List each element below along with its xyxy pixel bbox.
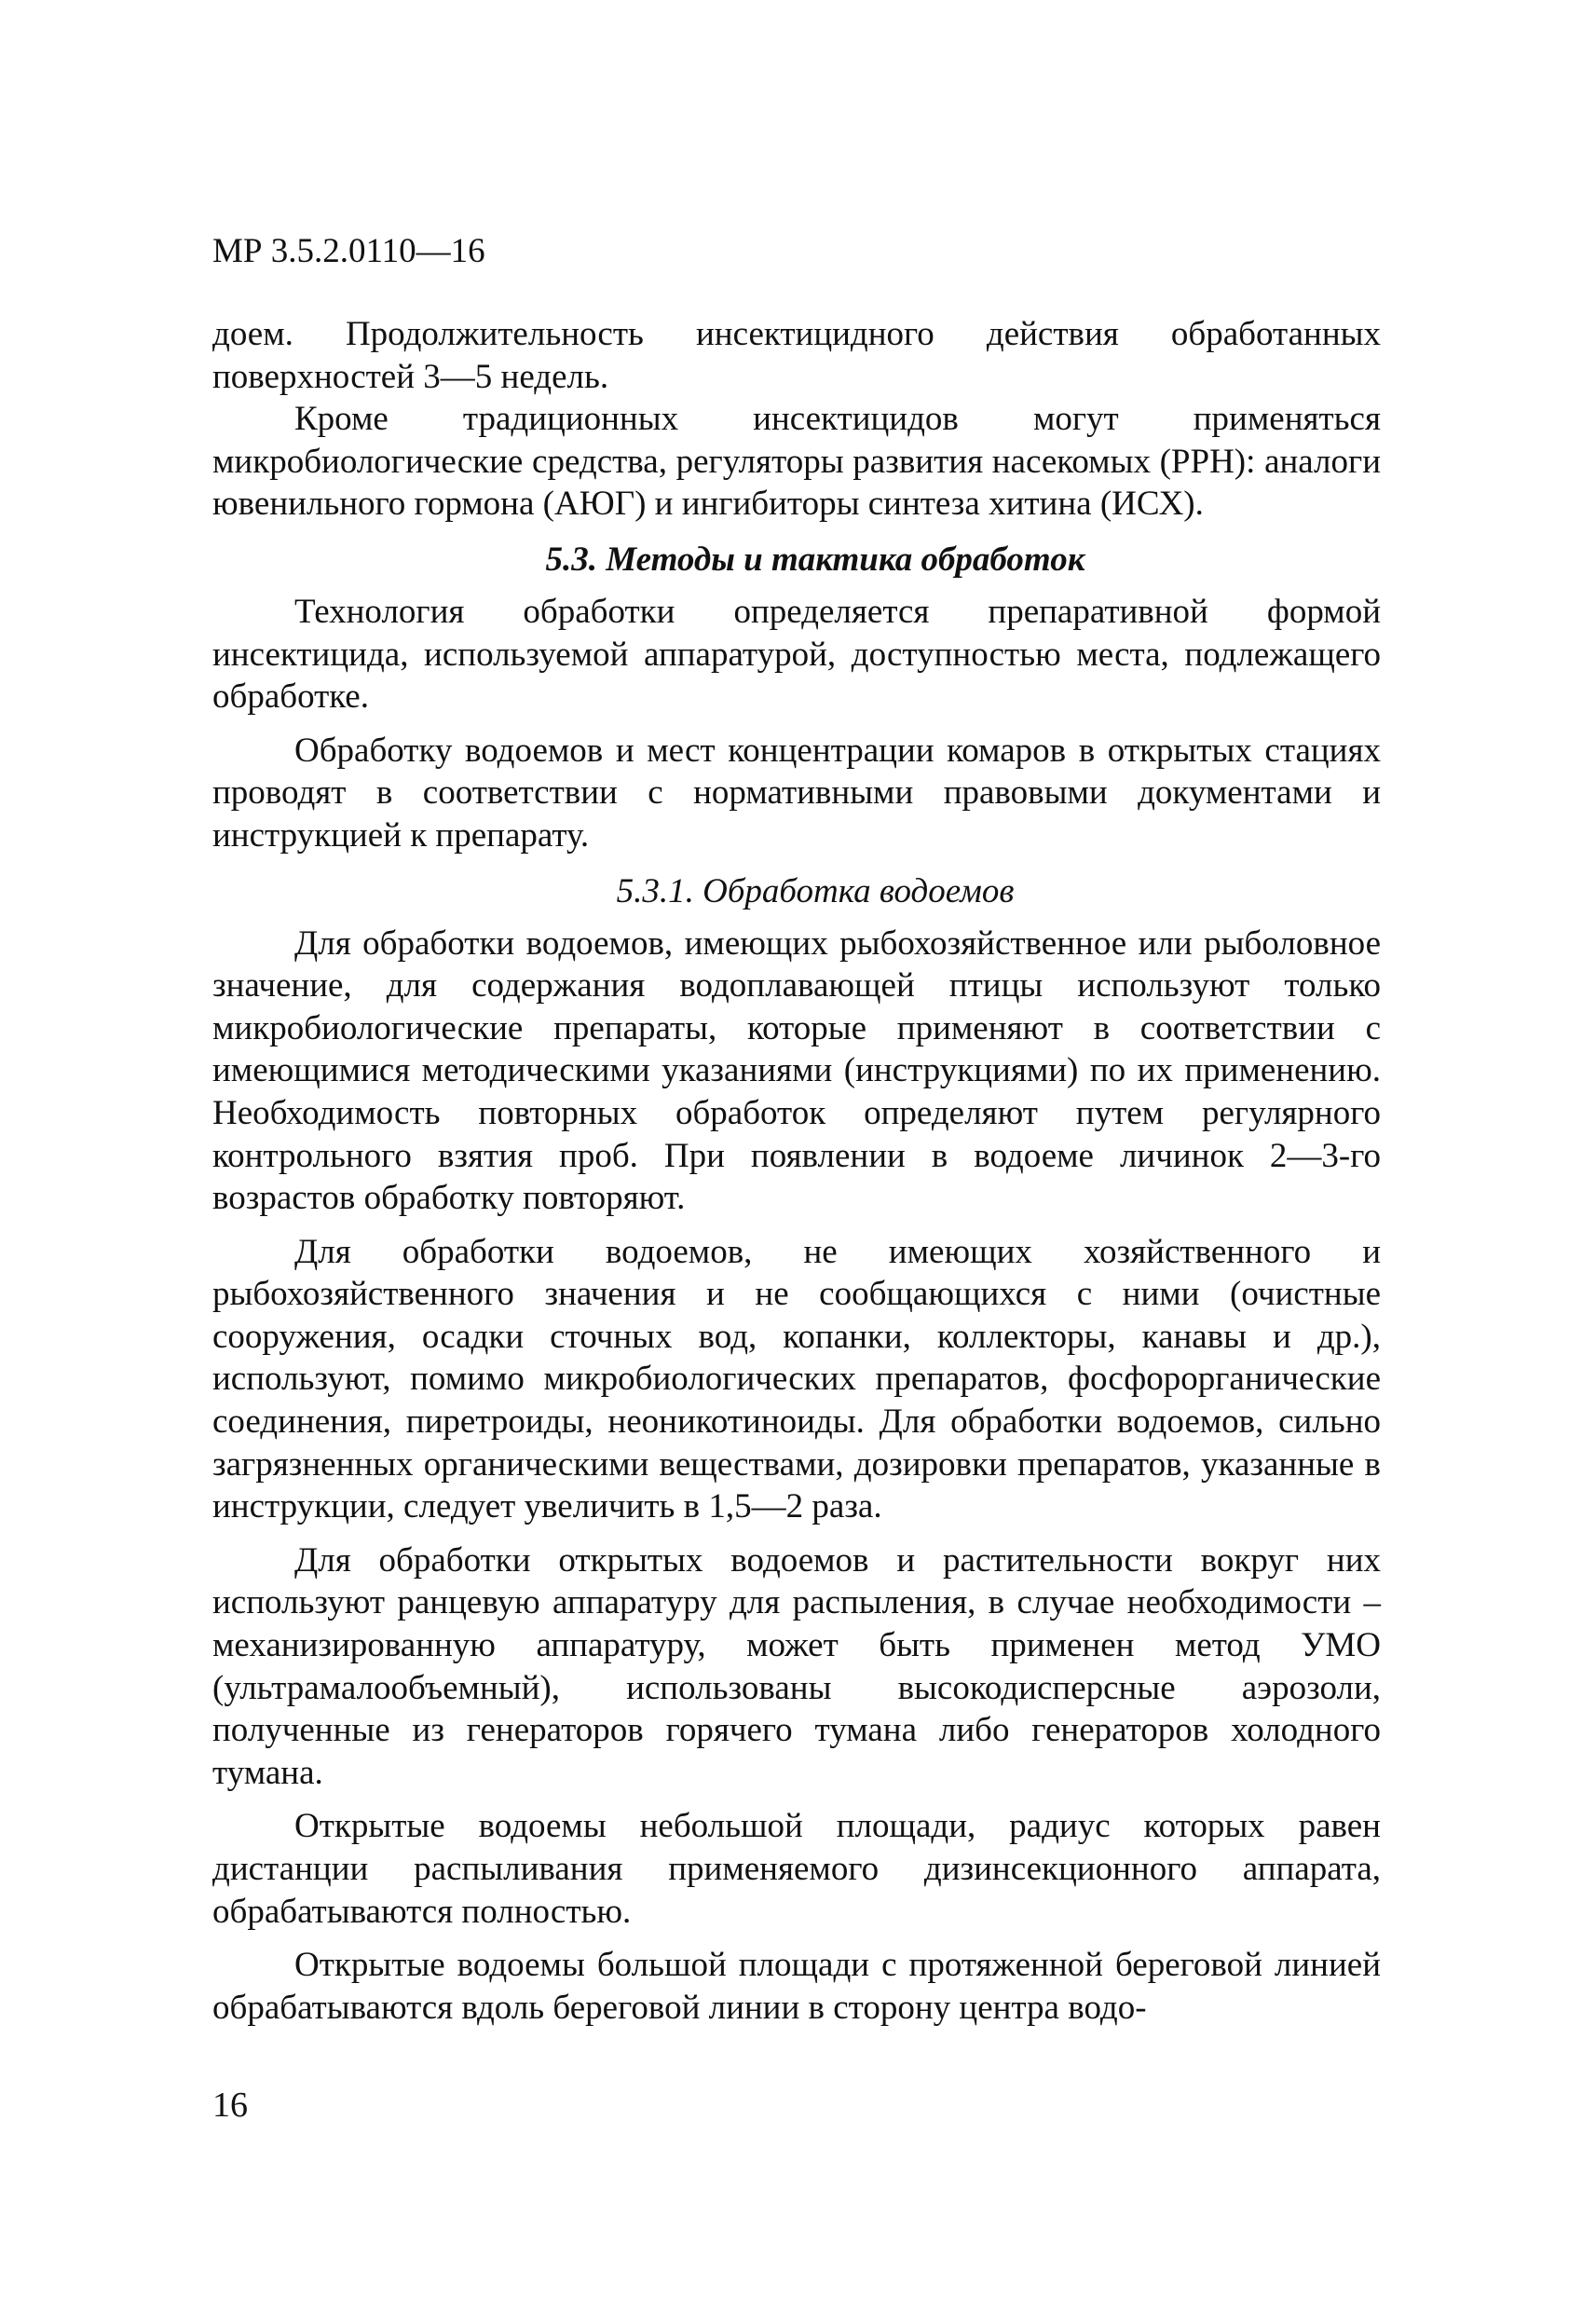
paragraph: Для обработки водоемов, не имеющих хозяйственного и рыбохозяйственного значения и не сообщающихся с ними (очистные сооружения, осадки сточных вод, копанки, коллекторы, канавы и др.), используют, помимо микробиологических препаратов, фосфорорганические соединения, пиретроиды, неоникотиноиды. Для обработки водоемов, сильно загрязненных органическими веществами, дозировки препаратов, указанные в инструкции, следует увеличить в 1,5—2 раза. <box>212 1232 1381 1526</box>
page-number: 16 <box>212 2086 248 2125</box>
paragraph: Технология обработки определяется препаративной формой инсектицида, используемой аппаратурой, доступностью места, подлежащего обработке. <box>212 592 1381 717</box>
paragraph: Открытые водоемы небольшой площади, радиус которых равен дистанции распыливания применяемого дизинсекционного аппарата, обрабатываются полностью. <box>212 1807 1381 1931</box>
body-text <box>212 313 1381 2029</box>
section-heading-5-3: 5.3. Методы и тактика обработок <box>545 540 1085 579</box>
paragraph: Обработку водоемов и мест концентрации комаров в открытых стациях проводят в соответствии с нормативными правовыми документами и инструкцией к препарату. <box>212 731 1381 855</box>
paragraph: Открытые водоемы большой площади с протяженной береговой линией обрабатываются вдоль береговой линии в сторону центра водо- <box>212 1946 1381 2027</box>
paragraph: Кроме традиционных инсектицидов могут применяться микробиологические средства, регуляторы развития насекомых (РРН): аналоги ювенильного гормона (АЮГ) и ингибиторы синтеза хитина (ИСХ). <box>212 400 1381 524</box>
paragraph: Для обработки открытых водоемов и растительности вокруг них используют ранцевую аппаратуру для распыления, в случае необходимости – механизированную аппаратуру, может быть применен метод УМО (ультрамалообъемный), использованы высокодисперсные аэрозоли, полученные из генераторов горячего тумана либо генераторов холодного тумана. <box>212 1540 1381 1792</box>
document-code: МР 3.5.2.0110—16 <box>212 232 485 270</box>
paragraph-continuation: доем. Продолжительность инсектицидного действия обработанных поверхностей 3—5 недель. <box>212 315 1381 396</box>
paragraph: Для обработки водоемов, имеющих рыбохозяйственное или рыболовное значение, для содержания водоплавающей птицы используют только микробиологические препараты, которые применяют в соответствии с имеющимися методическими указаниями (инструкциями) по их применению. Необходимость повторных обработок определяют путем регулярного контрольного взятия проб. При появлении в водоеме личинок 2—3-го возрастов обработку повторяют. <box>212 923 1381 1218</box>
subsection-heading-5-3-1: 5.3.1. Обработка водоемов <box>616 871 1015 910</box>
